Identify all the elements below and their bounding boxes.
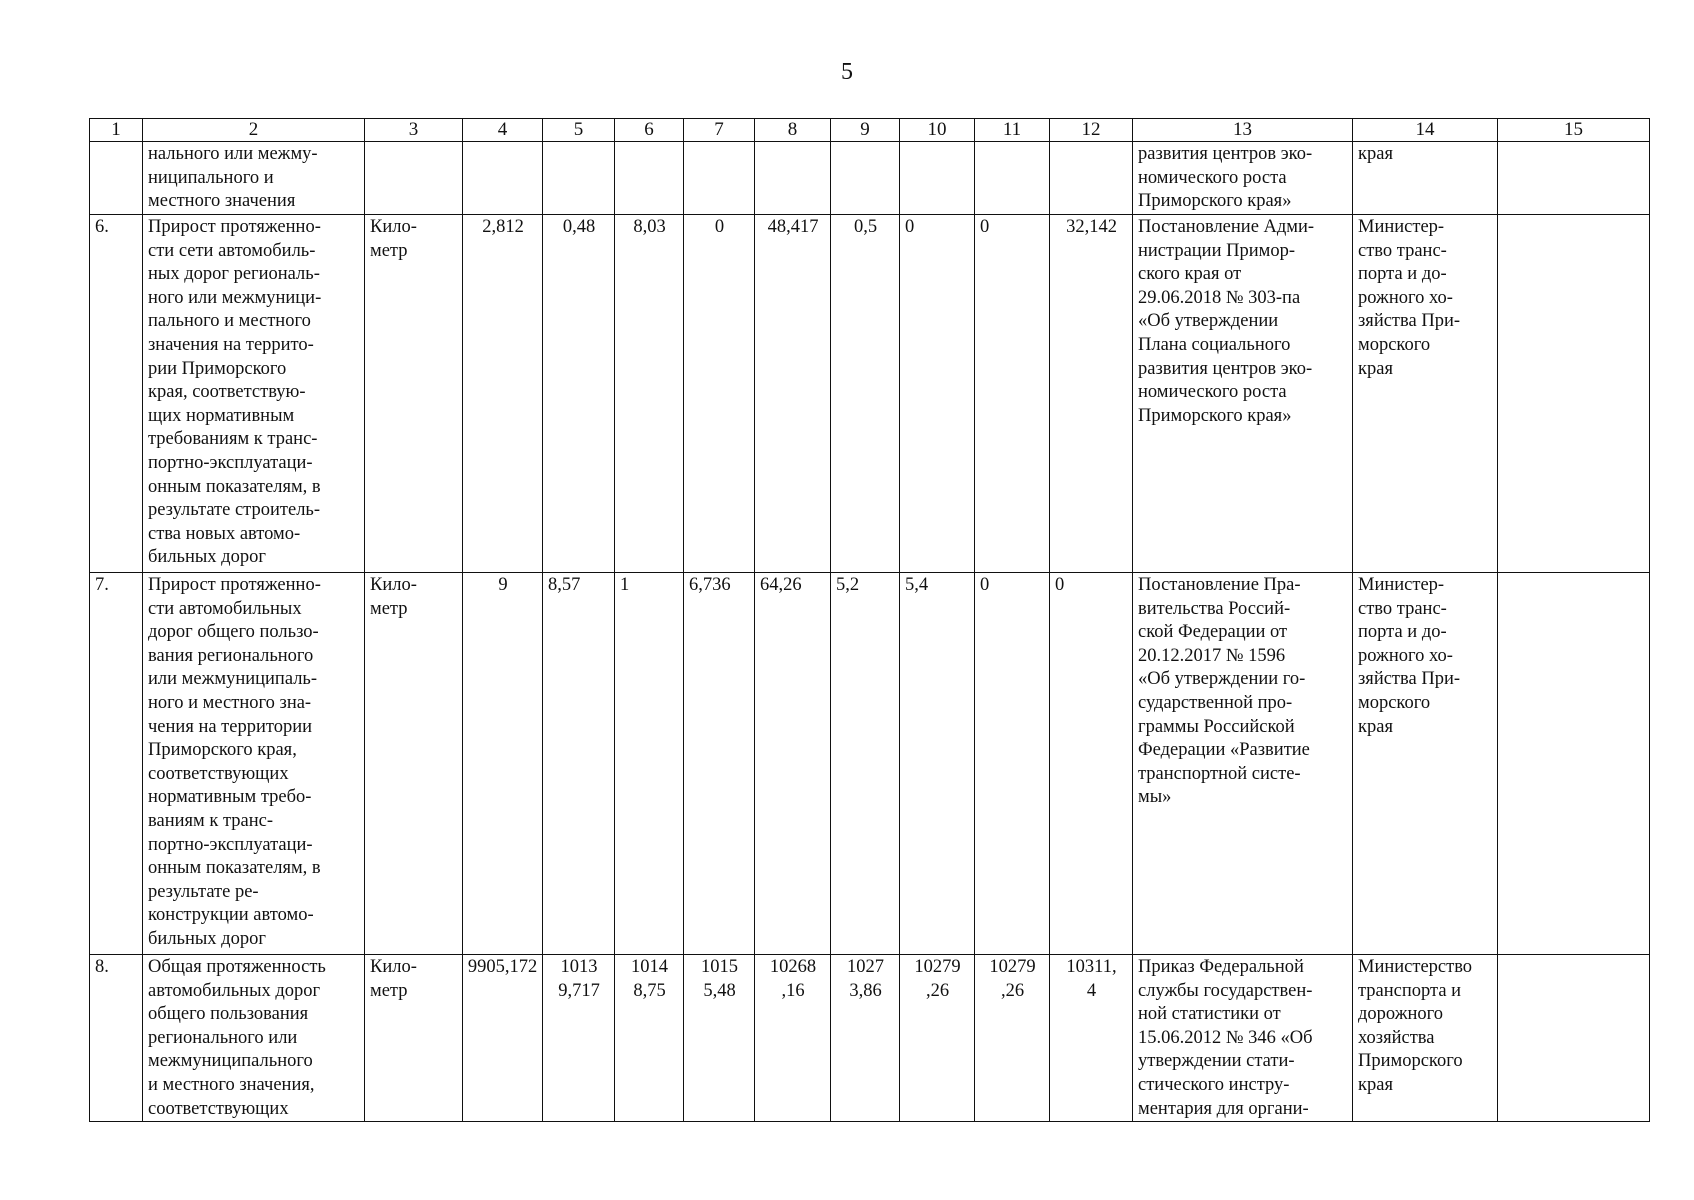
value-col-8: 48,417 [755, 215, 831, 573]
value-col-5: 8,57 [543, 573, 615, 955]
value-col-9: 0,5 [831, 215, 900, 573]
indicators-table [89, 118, 1650, 1122]
value-col-11: 0 [975, 215, 1050, 573]
value-col-12: 10311, 4 [1050, 955, 1133, 1122]
column-number: 10 [900, 119, 975, 142]
column-number: 9 [831, 119, 900, 142]
value-col-9: 5,2 [831, 573, 900, 955]
indicator-name: Общая протяженность автомобильных дорог общего пользования регионального или межмуниципального и местного значения, соответствующих [143, 955, 365, 1122]
row-number: 8. [90, 955, 143, 1122]
indicator-name: Прирост протяженно- сти автомобильных дорог общего пользо- вания регионального или межмуниципаль- ного и местного зна- чения на территории Приморского края, соответствующих нормативным требо- ваниям к транс- портно-эксплуатаци- онным показателям, в результате ре- конструкции автомо- бильных дорог [143, 573, 365, 955]
value-col-11: 10279 ,26 [975, 955, 1050, 1122]
table-row [90, 573, 1650, 955]
indicator-name: Прирост протяженно- сти сети автомобиль- ных дорог региональ- ного или межмуници- пального и местного значения на террито- рии Приморского края, соответствую- щих нормативным требованиям к транс- портно-эксплуатаци- онным показателям, в результате строитель- ства новых автомо- бильных дорог [143, 215, 365, 573]
value-col-10: 0 [900, 215, 975, 573]
legal-basis: развития центров эко- номического роста Приморского края» [1133, 142, 1353, 215]
value-col-7 [684, 142, 755, 215]
value-col-6 [615, 142, 684, 215]
value-col-10: 5,4 [900, 573, 975, 955]
column-number: 3 [365, 119, 463, 142]
value-col-5 [543, 142, 615, 215]
value-col-5: 1013 9,717 [543, 955, 615, 1122]
row-number: 7. [90, 573, 143, 955]
unit: Кило- метр [365, 955, 463, 1122]
value-col-4: 2,812 [463, 215, 543, 573]
value-col-9: 1027 3,86 [831, 955, 900, 1122]
column-number: 4 [463, 119, 543, 142]
column-numbers-row [90, 119, 1650, 142]
unit: Кило- метр [365, 215, 463, 573]
column-number: 8 [755, 119, 831, 142]
column-15-cell [1498, 142, 1650, 215]
value-col-10: 10279 ,26 [900, 955, 975, 1122]
value-col-4: 9 [463, 573, 543, 955]
value-col-11 [975, 142, 1050, 215]
value-col-6: 1 [615, 573, 684, 955]
indicator-name: нального или межму- ниципального и местного значения [143, 142, 365, 215]
column-number: 15 [1498, 119, 1650, 142]
table-row [90, 955, 1650, 1122]
value-col-7: 0 [684, 215, 755, 573]
column-number: 14 [1353, 119, 1498, 142]
responsible-body: края [1353, 142, 1498, 215]
legal-basis: Постановление Адми- нистрации Примор- ского края от 29.06.2018 № 303-па «Об утверждении Плана социального развития центров эко- номического роста Приморского края» [1133, 215, 1353, 573]
value-col-8: 10268 ,16 [755, 955, 831, 1122]
column-number: 11 [975, 119, 1050, 142]
column-number: 13 [1133, 119, 1353, 142]
responsible-body: Министер- ство транс- порта и до- рожного хо- зяйства При- морского края [1353, 215, 1498, 573]
table-row [90, 142, 1650, 215]
column-number: 1 [90, 119, 143, 142]
column-number: 7 [684, 119, 755, 142]
column-number: 12 [1050, 119, 1133, 142]
unit [365, 142, 463, 215]
value-col-11: 0 [975, 573, 1050, 955]
column-15-cell [1498, 573, 1650, 955]
value-col-5: 0,48 [543, 215, 615, 573]
value-col-8: 64,26 [755, 573, 831, 955]
value-col-12 [1050, 142, 1133, 215]
unit: Кило- метр [365, 573, 463, 955]
page-number: 5 [841, 59, 853, 85]
column-number: 5 [543, 119, 615, 142]
column-15-cell [1498, 955, 1650, 1122]
value-col-10 [900, 142, 975, 215]
value-col-8 [755, 142, 831, 215]
value-col-4: 9905,172 [463, 955, 543, 1122]
value-col-7: 6,736 [684, 573, 755, 955]
column-number: 2 [143, 119, 365, 142]
value-col-12: 32,142 [1050, 215, 1133, 573]
value-col-7: 1015 5,48 [684, 955, 755, 1122]
responsible-body: Министерство транспорта и дорожного хозяйства Приморского края [1353, 955, 1498, 1122]
value-col-6: 1014 8,75 [615, 955, 684, 1122]
column-number: 6 [615, 119, 684, 142]
value-col-9 [831, 142, 900, 215]
legal-basis: Приказ Федеральной службы государствен- ной статистики от 15.06.2012 № 346 «Об утверждении стати- стического инстру- ментария для органи- [1133, 955, 1353, 1122]
row-number: 6. [90, 215, 143, 573]
value-col-6: 8,03 [615, 215, 684, 573]
row-number [90, 142, 143, 215]
value-col-4 [463, 142, 543, 215]
value-col-12: 0 [1050, 573, 1133, 955]
column-15-cell [1498, 215, 1650, 573]
responsible-body: Министер- ство транс- порта и до- рожного хо- зяйства При- морского края [1353, 573, 1498, 955]
legal-basis: Постановление Пра- вительства Россий- ской Федерации от 20.12.2017 № 1596 «Об утверждении го- сударственной про- граммы Российской Федерации «Развитие транспортной систе- мы» [1133, 573, 1353, 955]
table-row [90, 215, 1650, 573]
